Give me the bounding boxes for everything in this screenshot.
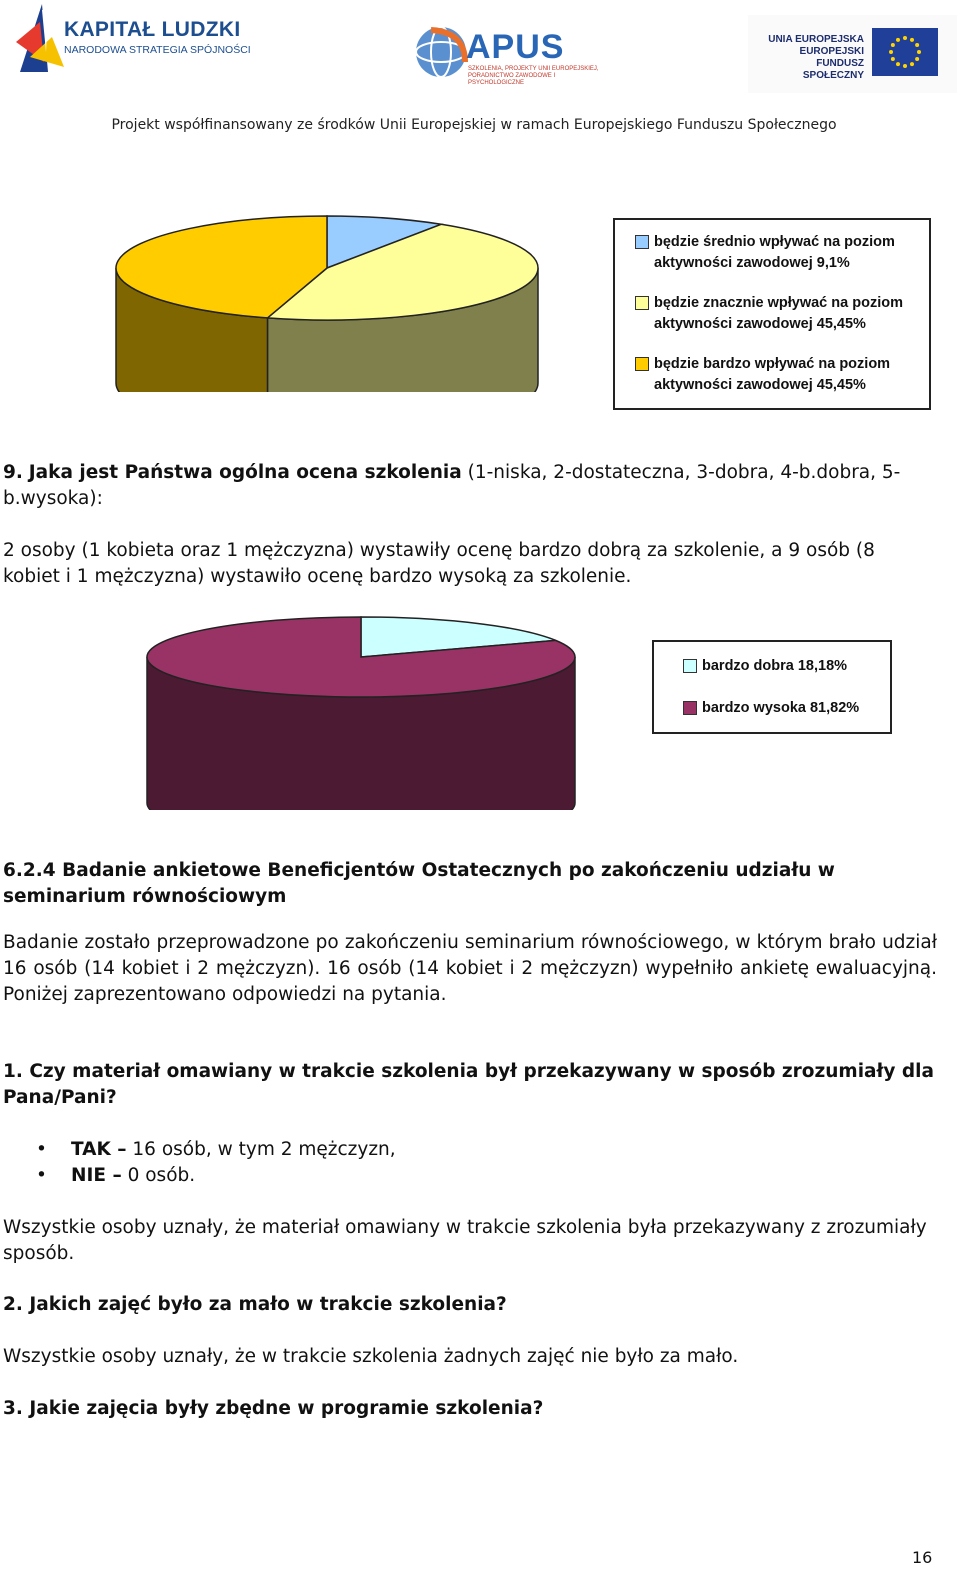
pie-chart-2-legend <box>652 640 892 734</box>
eu-line-1: UNIA EUROPEJSKA <box>768 34 864 45</box>
question-3-title: 3. Jakie zajęcia były zbędne w programie szkolenia? <box>3 1398 544 1419</box>
answer-count: 16 osób, w tym 2 mężczyzn, <box>126 1139 396 1160</box>
eu-line-3: FUNDUSZ SPOŁECZNY <box>802 58 864 81</box>
apus-name: APUS <box>466 28 565 66</box>
eu-star-icon <box>910 62 914 66</box>
eu-text <box>764 34 864 82</box>
legend-swatch <box>683 701 697 715</box>
apus-globe-logo <box>413 22 473 82</box>
pie-chart-1 <box>108 212 548 392</box>
legend-swatch <box>635 235 649 249</box>
question-9-title: Jaka jest Państwa ogólna ocena szkolenia <box>28 462 462 483</box>
question-9-scale: (1-niska, 2-dostateczna, 3-dobra, 4-b.dobra, 5-b.wysoka): <box>3 462 901 509</box>
question-1-answers <box>3 1137 903 1189</box>
section-intro: Badanie zostało przeprowadzone po zakończeniu seminarium równościowego, w którym brało udział 16 osób (14 kobiet i 2 mężczyzn). 16 osób (14 kobiet i 2 mężczyzn) wypełniło ankietę ewaluacyjną. Poniżej zaprezentowano odpowiedzi na pytania. <box>3 932 937 1005</box>
question-9-answer: 2 osoby (1 kobieta oraz 1 mężczyzna) wystawiły ocenę bardzo dobrą za szkolenie, a 9 osób (8 kobiet i 1 mężczyzna) wystawiło ocenę bardzo wysoką za szkolenie. <box>3 540 875 587</box>
eu-star-icon <box>896 62 900 66</box>
legend-label: bardzo dobra 18,18% <box>702 658 848 674</box>
pie-chart-1-legend <box>613 218 931 410</box>
page-number: 16 <box>912 1548 933 1567</box>
eu-star-icon <box>903 36 907 40</box>
legend-item <box>635 232 914 274</box>
legend-label: bardzo wysoka 81,82% <box>702 700 860 716</box>
answer-count: 0 osób. <box>121 1165 196 1186</box>
eu-star-icon <box>915 43 919 47</box>
section-heading: 6.2.4 Badanie ankietowe Beneficjentów Ostatecznych po zakończeniu udziału w seminarium równościowym <box>3 860 835 907</box>
eu-star-icon <box>896 38 900 42</box>
eu-star-icon <box>891 57 895 61</box>
question-9-number: 9. <box>3 462 23 483</box>
eu-line-2: EUROPEJSKI <box>799 46 864 57</box>
kapital-ludzki-subtitle: NARODOWA STRATEGIA SPÓJNOŚCI <box>64 44 251 56</box>
question-2-answer: Wszystkie osoby uznały, że w trakcie szkolenia żadnych zajęć nie było za mało. <box>3 1346 739 1367</box>
legend-item <box>683 656 892 677</box>
pie-chart-2 <box>138 615 588 810</box>
kapital-ludzki-logo <box>12 2 72 77</box>
legend-swatch <box>683 659 697 673</box>
eu-star-icon <box>891 43 895 47</box>
eu-star-icon <box>903 64 907 68</box>
legend-swatch <box>635 357 649 371</box>
question-1-title: 1. Czy materiał omawiany w trakcie szkolenia był przekazywany w sposób zrozumiały dla Pana/Pani? <box>3 1061 934 1108</box>
legend-label: będzie średnio wpływać na poziom aktywności zawodowej 9,1% <box>654 234 895 271</box>
kapital-ludzki-title: KAPITAŁ LUDZKI <box>64 18 241 41</box>
answer-option: TAK – <box>71 1139 127 1160</box>
apus-tagline: SZKOLENIA, PROJEKTY UNII EUROPEJSKIEJ, PORADNICTWO ZAWODOWE I PSYCHOLOGICZNE <box>468 66 599 86</box>
legend-item <box>635 293 914 335</box>
question-1-conclusion: Wszystkie osoby uznały, że materiał omawiany w trakcie szkolenia była przekazywany z zrozumiały sposób. <box>3 1217 927 1264</box>
eu-star-icon <box>889 50 893 54</box>
question-9 <box>3 460 937 512</box>
legend-label: będzie bardzo wpływać na poziom aktywności zawodowej 45,45% <box>654 356 891 393</box>
eu-star-icon <box>915 57 919 61</box>
question-2-title: 2. Jakich zajęć było za mało w trakcie szkolenia? <box>3 1294 507 1315</box>
legend-item <box>683 698 892 719</box>
project-funding-line: Projekt współfinansowany ze środków Unii Europejskiej w ramach Europejskiego Funduszu Społecznego <box>111 117 837 133</box>
legend-label: będzie znacznie wpływać na poziom aktywności zawodowej 45,45% <box>654 295 903 332</box>
legend-item <box>635 354 914 396</box>
eu-flag-icon <box>872 28 938 76</box>
bullet-icon: • <box>36 1165 47 1186</box>
answer-item <box>3 1137 903 1163</box>
eu-star-icon <box>910 38 914 42</box>
answer-item <box>3 1163 903 1189</box>
eu-star-icon <box>917 50 921 54</box>
answer-option: NIE – <box>71 1165 122 1186</box>
bullet-icon: • <box>36 1139 47 1160</box>
legend-swatch <box>635 296 649 310</box>
